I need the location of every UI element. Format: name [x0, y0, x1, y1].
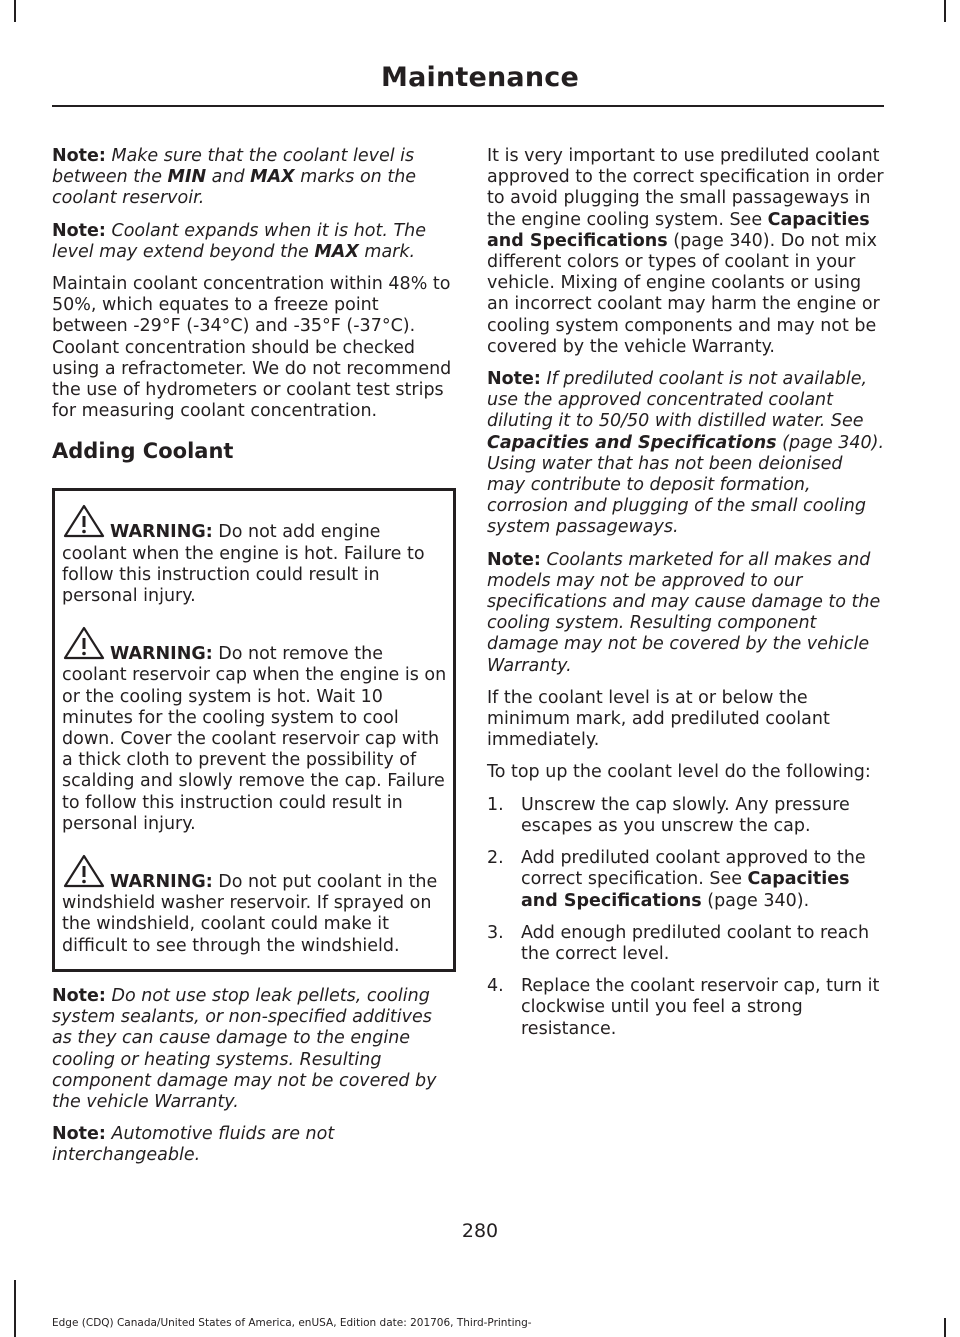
- warning-triangle-icon: [62, 503, 106, 539]
- note-coolant-level: Note: Make sure that the coolant level is between the MIN and MAX marks on the coolant reservoir.: [52, 146, 417, 209]
- link-capacities-specifications[interactable]: Capacities and Specifications: [487, 209, 870, 251]
- crop-mark-bottom-right: [944, 1318, 946, 1337]
- link-capacities-specifications[interactable]: Capacities and Specifications: [487, 432, 777, 453]
- warning-reservoir-cap: WARNING: Do not remove the coolant reservoir cap when the engine is on or the cooling system is hot. Wait 10 minutes for the cooling system to cool down. Cover the coolant reservoir cap with a thick cloth to prevent the possibility of scalding and slowly remove the cap. Failure to follow this instruction could result in personal injury.: [62, 625, 447, 835]
- paragraph-minimum-mark: If the coolant level is at or below the minimum mark, add prediluted coolant immediately.: [487, 687, 830, 751]
- note-stop-leak: Note: Do not use stop leak pellets, cooling system sealants, or non-specified additives as they can cause damage to the engine cooling or heating systems. Resulting component damage may not be covered by the vehicle Warranty.: [52, 985, 437, 1112]
- crop-mark-top-left: [14, 0, 16, 22]
- note-concentrated-coolant: Note: If prediluted coolant is not available, use the approved concentrated coolant diluting it to 50/50 with distilled water. See Capacities and Specifications (page 340). Using water that has not been deionised may contribute to deposit formation, corrosion and plugging of the small cooling system passageways.: [487, 369, 885, 538]
- section-heading-adding-coolant: Adding Coolant: [52, 439, 234, 464]
- list-item: 4. Replace the coolant reservoir cap, turn it clockwise until you feel a strong resistance.: [487, 976, 880, 1039]
- footer-edition-info: Edge (CDQ) Canada/United States of America, enUSA, Edition date: 201706, Third-Printing-: [52, 1317, 532, 1329]
- paragraph-concentration: Maintain coolant concentration within 48% to 50%, which equates to a freeze point between -29°F (-34°C) and -35°F (-37°C). Coolant concentration should be checked using a refractometer. We do not recommend the use of hydrometers or coolant test strips for measuring coolant concentration.: [52, 274, 452, 422]
- warning-hot-engine: WARNING: Do not add engine coolant when the engine is hot. Failure to follow this instruction could result in personal injury.: [62, 503, 447, 607]
- crop-mark-top-right: [944, 0, 946, 22]
- link-capacities-specifications[interactable]: Capacities and Specifications: [521, 869, 850, 911]
- right-column: [487, 146, 885, 1051]
- header-divider: [52, 105, 884, 107]
- warning-box: [52, 488, 456, 971]
- paragraph-prediluted: It is very important to use prediluted coolant approved to the correct specification in order to avoid plugging the small passageways in the engine cooling system. See Capacities and Specifications (page 340). Do not mix different colors or types of coolant in your vehicle. Mixing of engine coolants or using an incorrect coolant may harm the engine or cooling system components and may not be covered by the vehicle Warranty.: [487, 146, 884, 357]
- list-item: 3. Add enough prediluted coolant to reach the correct level.: [487, 922, 870, 964]
- page-title: Maintenance: [381, 62, 579, 93]
- note-coolants-marketed: Note: Coolants marketed for all makes and models may not be approved to our specifications and may cause damage to the cooling system. Resulting component damage may not be covered by the vehicle Warranty.: [487, 549, 881, 676]
- paragraph-top-up-intro: To top up the coolant level do the following:: [487, 762, 871, 783]
- note-coolant-expands: Note: Coolant expands when it is hot. The level may extend beyond the MAX mark.: [52, 220, 427, 262]
- page-number: 280: [461, 1220, 499, 1242]
- note-fluids: Note: Automotive fluids are not interchangeable.: [52, 1124, 335, 1166]
- crop-mark-bottom-left: [14, 1280, 16, 1337]
- top-up-steps-list: [487, 795, 885, 1040]
- left-column: [52, 146, 456, 1178]
- warning-triangle-icon: [62, 625, 106, 661]
- list-item: 2. Add prediluted coolant approved to the correct specification. See Capacities and Specifications (page 340).: [487, 848, 866, 911]
- warning-triangle-icon: [62, 853, 106, 889]
- list-item: 1. Unscrew the cap slowly. Any pressure escapes as you unscrew the cap.: [487, 794, 850, 836]
- warning-washer-reservoir: WARNING: Do not put coolant in the windshield washer reservoir. If sprayed on the windshield, coolant could make it difficult to see through the windshield.: [62, 853, 447, 957]
